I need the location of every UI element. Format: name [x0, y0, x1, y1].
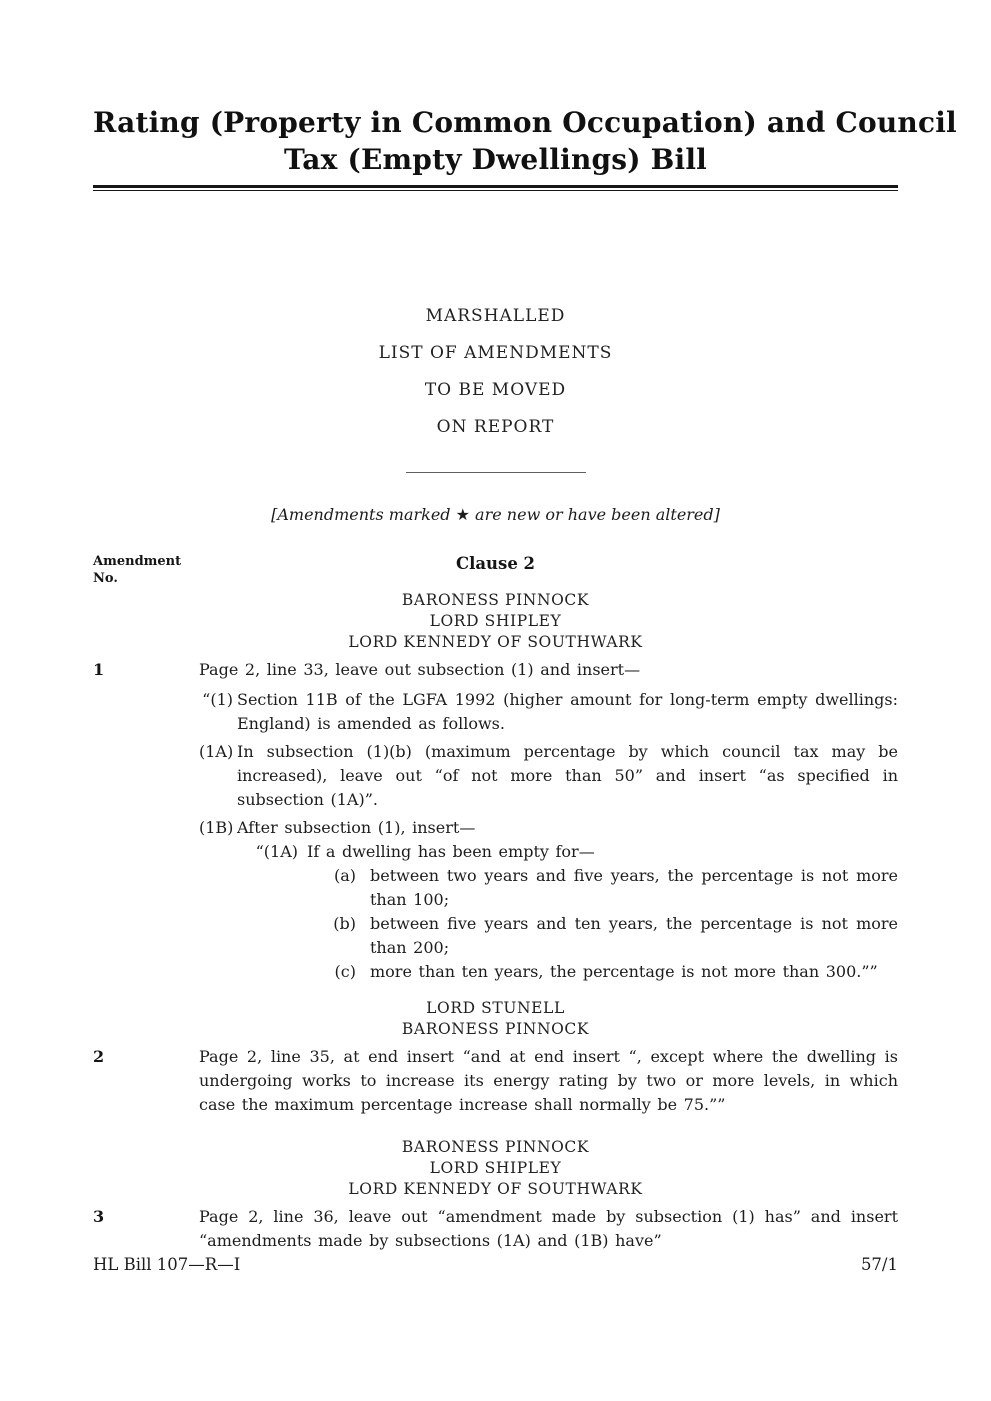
- page-title-line-2: Tax (Empty Dwellings) Bill: [283, 143, 708, 176]
- heading-line-to-be-moved: TO BE MOVED: [424, 380, 567, 400]
- sponsor-name: BARONESS PINNOCK: [401, 1020, 590, 1038]
- column-headers: [93, 552, 898, 590]
- subsection-text: In subsection (1)(b) (maximum percentage by which council tax may be increased), leave out “of not more than 50” and insert “as specified in subsection (1A)”.: [237, 742, 898, 809]
- heading-line-marshalled: MARSHALLED: [425, 306, 566, 326]
- heading-line-list-of-amendments: LIST OF AMENDMENTS: [378, 343, 613, 363]
- amendment-instruction: Page 2, line 35, at end insert “and at end insert “, except where the dwelling is undergoing works to increase its energy rating by two or more levels, in which case the maximum percentage increase shall normally be 75.””: [199, 1047, 898, 1114]
- marshalled-heading: [93, 306, 898, 437]
- subsection-label: (1B): [199, 818, 234, 837]
- footer-serial-number: 57/1: [860, 1255, 898, 1274]
- note-text-before-star: [Amendments marked: [271, 505, 456, 524]
- subsection-text: After subsection (1), insert—: [237, 818, 476, 837]
- sub-paragraph-label: (a): [333, 866, 356, 885]
- amendment-number: 2: [93, 1047, 105, 1066]
- amendment-body: [199, 1045, 898, 1123]
- sponsor-name: LORD SHIPLEY: [429, 1159, 562, 1177]
- amendment-no-header-line-2: No.: [93, 571, 118, 586]
- sponsor-name: LORD STUNELL: [426, 999, 565, 1017]
- subsection-label: “(1A): [255, 842, 298, 861]
- amendment-row-3: [93, 1205, 898, 1259]
- page-title: [93, 0, 957, 178]
- sponsor-list-amendment-1: [93, 590, 898, 653]
- sub-paragraph-a: [333, 864, 898, 912]
- amendment-no-header-line-1: Amendment: [93, 554, 182, 569]
- sub-paragraph-text: between two years and five years, the percentage is not more than 100;: [370, 866, 898, 909]
- amendment-number: 3: [93, 1207, 105, 1226]
- quoted-subsection: [254, 840, 898, 864]
- amendment-no-column-header: [93, 553, 181, 587]
- amendment-row-2: [93, 1045, 898, 1123]
- sponsor-name: LORD KENNEDY OF SOUTHWARK: [348, 633, 643, 651]
- sub-paragraph-c: [333, 960, 898, 984]
- heading-line-on-report: ON REPORT: [436, 417, 555, 437]
- subsection-label: “(1): [202, 690, 233, 709]
- subsection-text: If a dwelling has been empty for—: [307, 842, 595, 861]
- subsection-label: (1A): [199, 742, 234, 761]
- star-icon: ★: [455, 505, 470, 524]
- sub-paragraph-text: between five years and ten years, the percentage is not more than 200;: [370, 914, 898, 957]
- amendment-body: [199, 1205, 898, 1259]
- amendment-body: [199, 658, 898, 984]
- sub-paragraph-label: (c): [334, 962, 356, 981]
- sponsor-name: BARONESS PINNOCK: [401, 591, 590, 609]
- amendment-row-1: [93, 658, 898, 984]
- title-double-rule: [93, 185, 898, 191]
- sponsor-list-amendment-3: [93, 1137, 898, 1200]
- sponsor-list-amendment-2: [93, 998, 898, 1040]
- amendment-subsection: [199, 816, 898, 840]
- sponsor-name: BARONESS PINNOCK: [401, 1138, 590, 1156]
- amendments-note: [93, 504, 898, 526]
- footer-bill-number: HL Bill 107—R—I: [93, 1255, 241, 1274]
- amendment-subsection: [199, 740, 898, 812]
- amendment-instruction: Page 2, line 33, leave out subsection (1) and insert—: [199, 660, 641, 679]
- section-divider: [406, 472, 586, 473]
- sub-paragraph-label: (b): [333, 914, 356, 933]
- page-footer: [93, 1254, 898, 1276]
- amendment-number: 1: [93, 660, 105, 679]
- amendment-instruction: Page 2, line 36, leave out “amendment made by subsection (1) has” and insert “amendments made by subsections (1A) and (1B) have”: [199, 1207, 898, 1250]
- sponsor-name: LORD KENNEDY OF SOUTHWARK: [348, 1180, 643, 1198]
- amendment-subsection: [199, 688, 898, 736]
- note-text-after-star: are new or have been altered]: [469, 505, 720, 524]
- page-title-line-1: Rating (Property in Common Occupation) and Council: [93, 106, 957, 139]
- subsection-text: Section 11B of the LGFA 1992 (higher amount for long-term empty dwellings: England) is amended as follows.: [237, 690, 898, 733]
- sponsor-name: LORD SHIPLEY: [429, 612, 562, 630]
- sub-paragraph-text: more than ten years, the percentage is not more than 300.””: [370, 962, 878, 981]
- sub-paragraph-b: [333, 912, 898, 960]
- clause-heading: Clause 2: [455, 554, 536, 573]
